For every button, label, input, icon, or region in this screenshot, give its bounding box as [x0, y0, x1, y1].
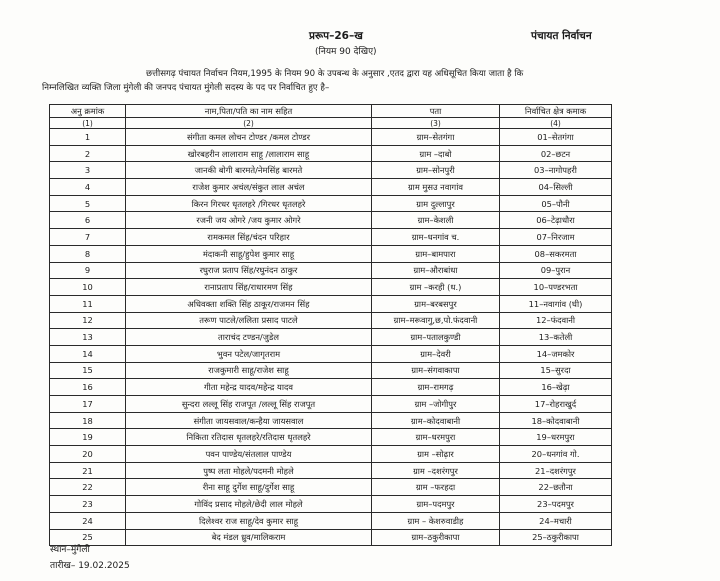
cell-serial: 9	[50, 262, 126, 279]
cell-name: किरन गिरधर धृतलहरे /गिरधर धृतलहरे	[126, 195, 372, 212]
cell-serial: 21	[50, 462, 126, 479]
cell-serial: 19	[50, 429, 126, 446]
cell-address: ग्राम –जोगीपुर	[372, 396, 500, 413]
table-row	[50, 529, 612, 546]
cell-constituency: 23–पदमपुर	[500, 496, 612, 513]
cell-address: ग्राम –करही (ध.)	[372, 279, 500, 296]
cell-serial: 24	[50, 512, 126, 529]
cell-serial: 22	[50, 479, 126, 496]
cell-name: संगीता जायसवाल/कन्हैया जायसवाल	[126, 412, 372, 429]
table-row	[50, 262, 612, 279]
cell-constituency: 11–नवागांव (घी)	[500, 295, 612, 312]
table-row	[50, 345, 612, 362]
cell-constituency: 02–छटन	[500, 145, 612, 162]
col-number: (3)	[372, 118, 500, 129]
cell-name: रजनी जय ओगरे /जय कुमार ओगरे	[126, 212, 372, 229]
table-row	[50, 379, 612, 396]
table-row	[50, 162, 612, 179]
table-row	[50, 496, 612, 513]
cell-constituency: 01–सेतगंगा	[500, 129, 612, 146]
table-row	[50, 129, 612, 146]
table-row	[50, 279, 612, 296]
col-number: (2)	[126, 118, 372, 129]
form-title: प्ररूप–26–ख	[309, 30, 363, 42]
cell-constituency: 12–फंदवानी	[500, 312, 612, 329]
cell-name: रामकमल सिंह/चंदन परिहार	[126, 229, 372, 246]
table-row	[50, 512, 612, 529]
cell-name: गोविंद प्रसाद मोहले/छेदी लाल मोहले	[126, 496, 372, 513]
cell-constituency: 07–निरजाम	[500, 229, 612, 246]
cell-address: ग्राम–ठकुरीकापा	[372, 529, 500, 546]
cell-address: ग्राम–संगवाकापा	[372, 362, 500, 379]
table-row	[50, 446, 612, 463]
cell-address: ग्राम–सेतगंगा	[372, 129, 500, 146]
cell-address: ग्राम–पतालकुण्डी	[372, 329, 500, 346]
cell-name: रघुराज प्रताप सिंह/रघुनंदन ठाकुर	[126, 262, 372, 279]
table-row	[50, 396, 612, 413]
cell-constituency: 16–खेढ़ा	[500, 379, 612, 396]
table-row	[50, 312, 612, 329]
cell-name: जानकी बोगी बारमते/नेमसिंह बारमते	[126, 162, 372, 179]
cell-serial: 1	[50, 129, 126, 146]
cell-serial: 2	[50, 145, 126, 162]
cell-address: ग्राम – केशरुवाडीह	[372, 512, 500, 529]
panchayat-election-heading: पंचायत निर्वाचन	[531, 30, 592, 42]
table-row	[50, 362, 612, 379]
column-number-row	[50, 118, 612, 129]
cell-name: राजेश कुमार अचंल/संकुत लाल अचंल	[126, 179, 372, 196]
table-row	[50, 412, 612, 429]
cell-name: तरूण पाटले/ललिता प्रसाद पाटले	[126, 312, 372, 329]
cell-address: ग्राम–मरूवागु,छ,पो.फंदवानी	[372, 312, 500, 329]
cell-name: पवन पाण्डेय/संतलाल पाण्डेय	[126, 446, 372, 463]
table-row	[50, 212, 612, 229]
place-label: स्थान–मुंगेली	[50, 545, 90, 555]
intro-line-1: छत्तीसगढ़ पंचायत निर्वाचन नियम,1995 के नियम 90 के उपबन्ध के अनुसार ,एतद द्वारा यह अधिसूचित किया जाता है कि	[146, 69, 524, 79]
table-row	[50, 295, 612, 312]
elected-members-table	[49, 104, 612, 546]
cell-serial: 5	[50, 195, 126, 212]
cell-serial: 3	[50, 162, 126, 179]
cell-address: ग्राम–पदमपुर	[372, 496, 500, 513]
col-number: (1)	[50, 118, 126, 129]
cell-name: बेद मंडल ध्रुव/मालिकराम	[126, 529, 372, 546]
cell-address: ग्राम–देवरी	[372, 345, 500, 362]
cell-serial: 23	[50, 496, 126, 513]
cell-name: संगीता कमल लोचन टोण्डर /कमल टोण्डर	[126, 129, 372, 146]
col-header-address: पता	[372, 105, 500, 118]
cell-constituency: 04–सिल्ली	[500, 179, 612, 196]
cell-address: ग्राम–धरमपुरा	[372, 429, 500, 446]
table-row	[50, 479, 612, 496]
table-row	[50, 195, 612, 212]
cell-serial: 13	[50, 329, 126, 346]
intro-paragraph	[42, 67, 672, 95]
table-header-row	[50, 105, 612, 118]
table-row	[50, 462, 612, 479]
cell-constituency: 25–ठकुरीकापा	[500, 529, 612, 546]
cell-constituency: 21–दशरंगपुर	[500, 462, 612, 479]
cell-constituency: 06–टेढ़ाधौरा	[500, 212, 612, 229]
cell-constituency: 19–धरमपुरा	[500, 429, 612, 446]
col-header-name: नाम,पिता/पति का नाम सहित	[126, 105, 372, 118]
cell-serial: 15	[50, 362, 126, 379]
cell-constituency: 22–छतौना	[500, 479, 612, 496]
cell-name: पुष्प लता मोहले/पदमनी मोहले	[126, 462, 372, 479]
cell-name: रीना साहू दुर्गेश साहू/दुर्गेश साहू	[126, 479, 372, 496]
cell-name: खोरबहरीन लालाराम साहू /लालाराम साहू	[126, 145, 372, 162]
cell-name: रानाप्रताप सिंह/राधारमण सिंह	[126, 279, 372, 296]
cell-serial: 6	[50, 212, 126, 229]
cell-constituency: 14–जमकोर	[500, 345, 612, 362]
cell-constituency: 08–सकरमता	[500, 245, 612, 262]
cell-constituency: 17–रोहराखुर्द	[500, 396, 612, 413]
cell-constituency: 13–कतेली	[500, 329, 612, 346]
cell-serial: 14	[50, 345, 126, 362]
cell-address: ग्राम दुल्लापुर	[372, 195, 500, 212]
cell-serial: 11	[50, 295, 126, 312]
cell-address: ग्राम–औराबांधा	[372, 262, 500, 279]
cell-name: निकिता रतिदास धृतलहरे/रतिदास धृतलहरे	[126, 429, 372, 446]
cell-serial: 20	[50, 446, 126, 463]
table-row	[50, 245, 612, 262]
col-number: (4)	[500, 118, 612, 129]
cell-constituency: 20–धनगांव गो.	[500, 446, 612, 463]
cell-address: ग्राम –दशरंगपुर	[372, 462, 500, 479]
cell-address: ग्राम–धनगांव च.	[372, 229, 500, 246]
cell-address: ग्राम–कोदवाबानी	[372, 412, 500, 429]
cell-name: मंदाकनी साहू/हुपेश कुमार साहू	[126, 245, 372, 262]
cell-name: सुन्दरा लल्लू सिंह राजपूत /लल्लू सिंह राजपूत	[126, 396, 372, 413]
col-header-serial: अनु क्रमांक	[50, 105, 126, 118]
cell-constituency: 18–कोदवाबानी	[500, 412, 612, 429]
intro-line-2: निम्नलिखित व्यक्ति जिला मुंगेली की जनपद पंचायत मुंगेली सदस्य के पद पर निर्वाचित हुए है–	[42, 83, 330, 93]
cell-name: ताराचंद टण्डन/जुडेल	[126, 329, 372, 346]
cell-constituency: 03–नागोपहरी	[500, 162, 612, 179]
cell-serial: 17	[50, 396, 126, 413]
cell-constituency: 24–मचारी	[500, 512, 612, 529]
cell-address: ग्राम–केशली	[372, 212, 500, 229]
cell-name: गीता महेन्द्र यादव/महेन्द्र यादव	[126, 379, 372, 396]
cell-address: ग्राम मुसउ नवागांव	[372, 179, 500, 196]
cell-address: ग्राम –दाबो	[372, 145, 500, 162]
cell-serial: 8	[50, 245, 126, 262]
cell-constituency: 09–पुरान	[500, 262, 612, 279]
cell-name: राजकुमारी साहू/राजेश साहू	[126, 362, 372, 379]
cell-address: ग्राम –सोढ़ार	[372, 446, 500, 463]
cell-constituency: 05–पौनी	[500, 195, 612, 212]
table-row	[50, 429, 612, 446]
cell-constituency: 10–पण्डरभता	[500, 279, 612, 296]
cell-serial: 12	[50, 312, 126, 329]
cell-serial: 7	[50, 229, 126, 246]
cell-name: अधिवक्ता शक्ति सिंह ठाकूर/राजमन सिंह	[126, 295, 372, 312]
table-row	[50, 329, 612, 346]
cell-name: भुवन पटेल/जागृतराम	[126, 345, 372, 362]
cell-name: दिलेश्वर राज साहू/देव कुमार साहू	[126, 512, 372, 529]
cell-address: ग्राम–बरबसपुर	[372, 295, 500, 312]
cell-address: ग्राम –फरहदा	[372, 479, 500, 496]
cell-address: ग्राम–सोनपुरी	[372, 162, 500, 179]
cell-constituency: 15–सुरदा	[500, 362, 612, 379]
col-header-constituency: निर्वाचित क्षेत्र कमाक	[500, 105, 612, 118]
cell-serial: 18	[50, 412, 126, 429]
cell-address: ग्राम–रामगढ़	[372, 379, 500, 396]
table-row	[50, 229, 612, 246]
table-row	[50, 179, 612, 196]
cell-address: ग्राम–बामपारा	[372, 245, 500, 262]
date-label: तारीख– 19.02.2025	[50, 561, 130, 571]
rule-reference: (नियम 90 देखिए)	[315, 47, 377, 57]
cell-serial: 16	[50, 379, 126, 396]
cell-serial: 25	[50, 529, 126, 546]
table-row	[50, 145, 612, 162]
cell-serial: 4	[50, 179, 126, 196]
cell-serial: 10	[50, 279, 126, 296]
